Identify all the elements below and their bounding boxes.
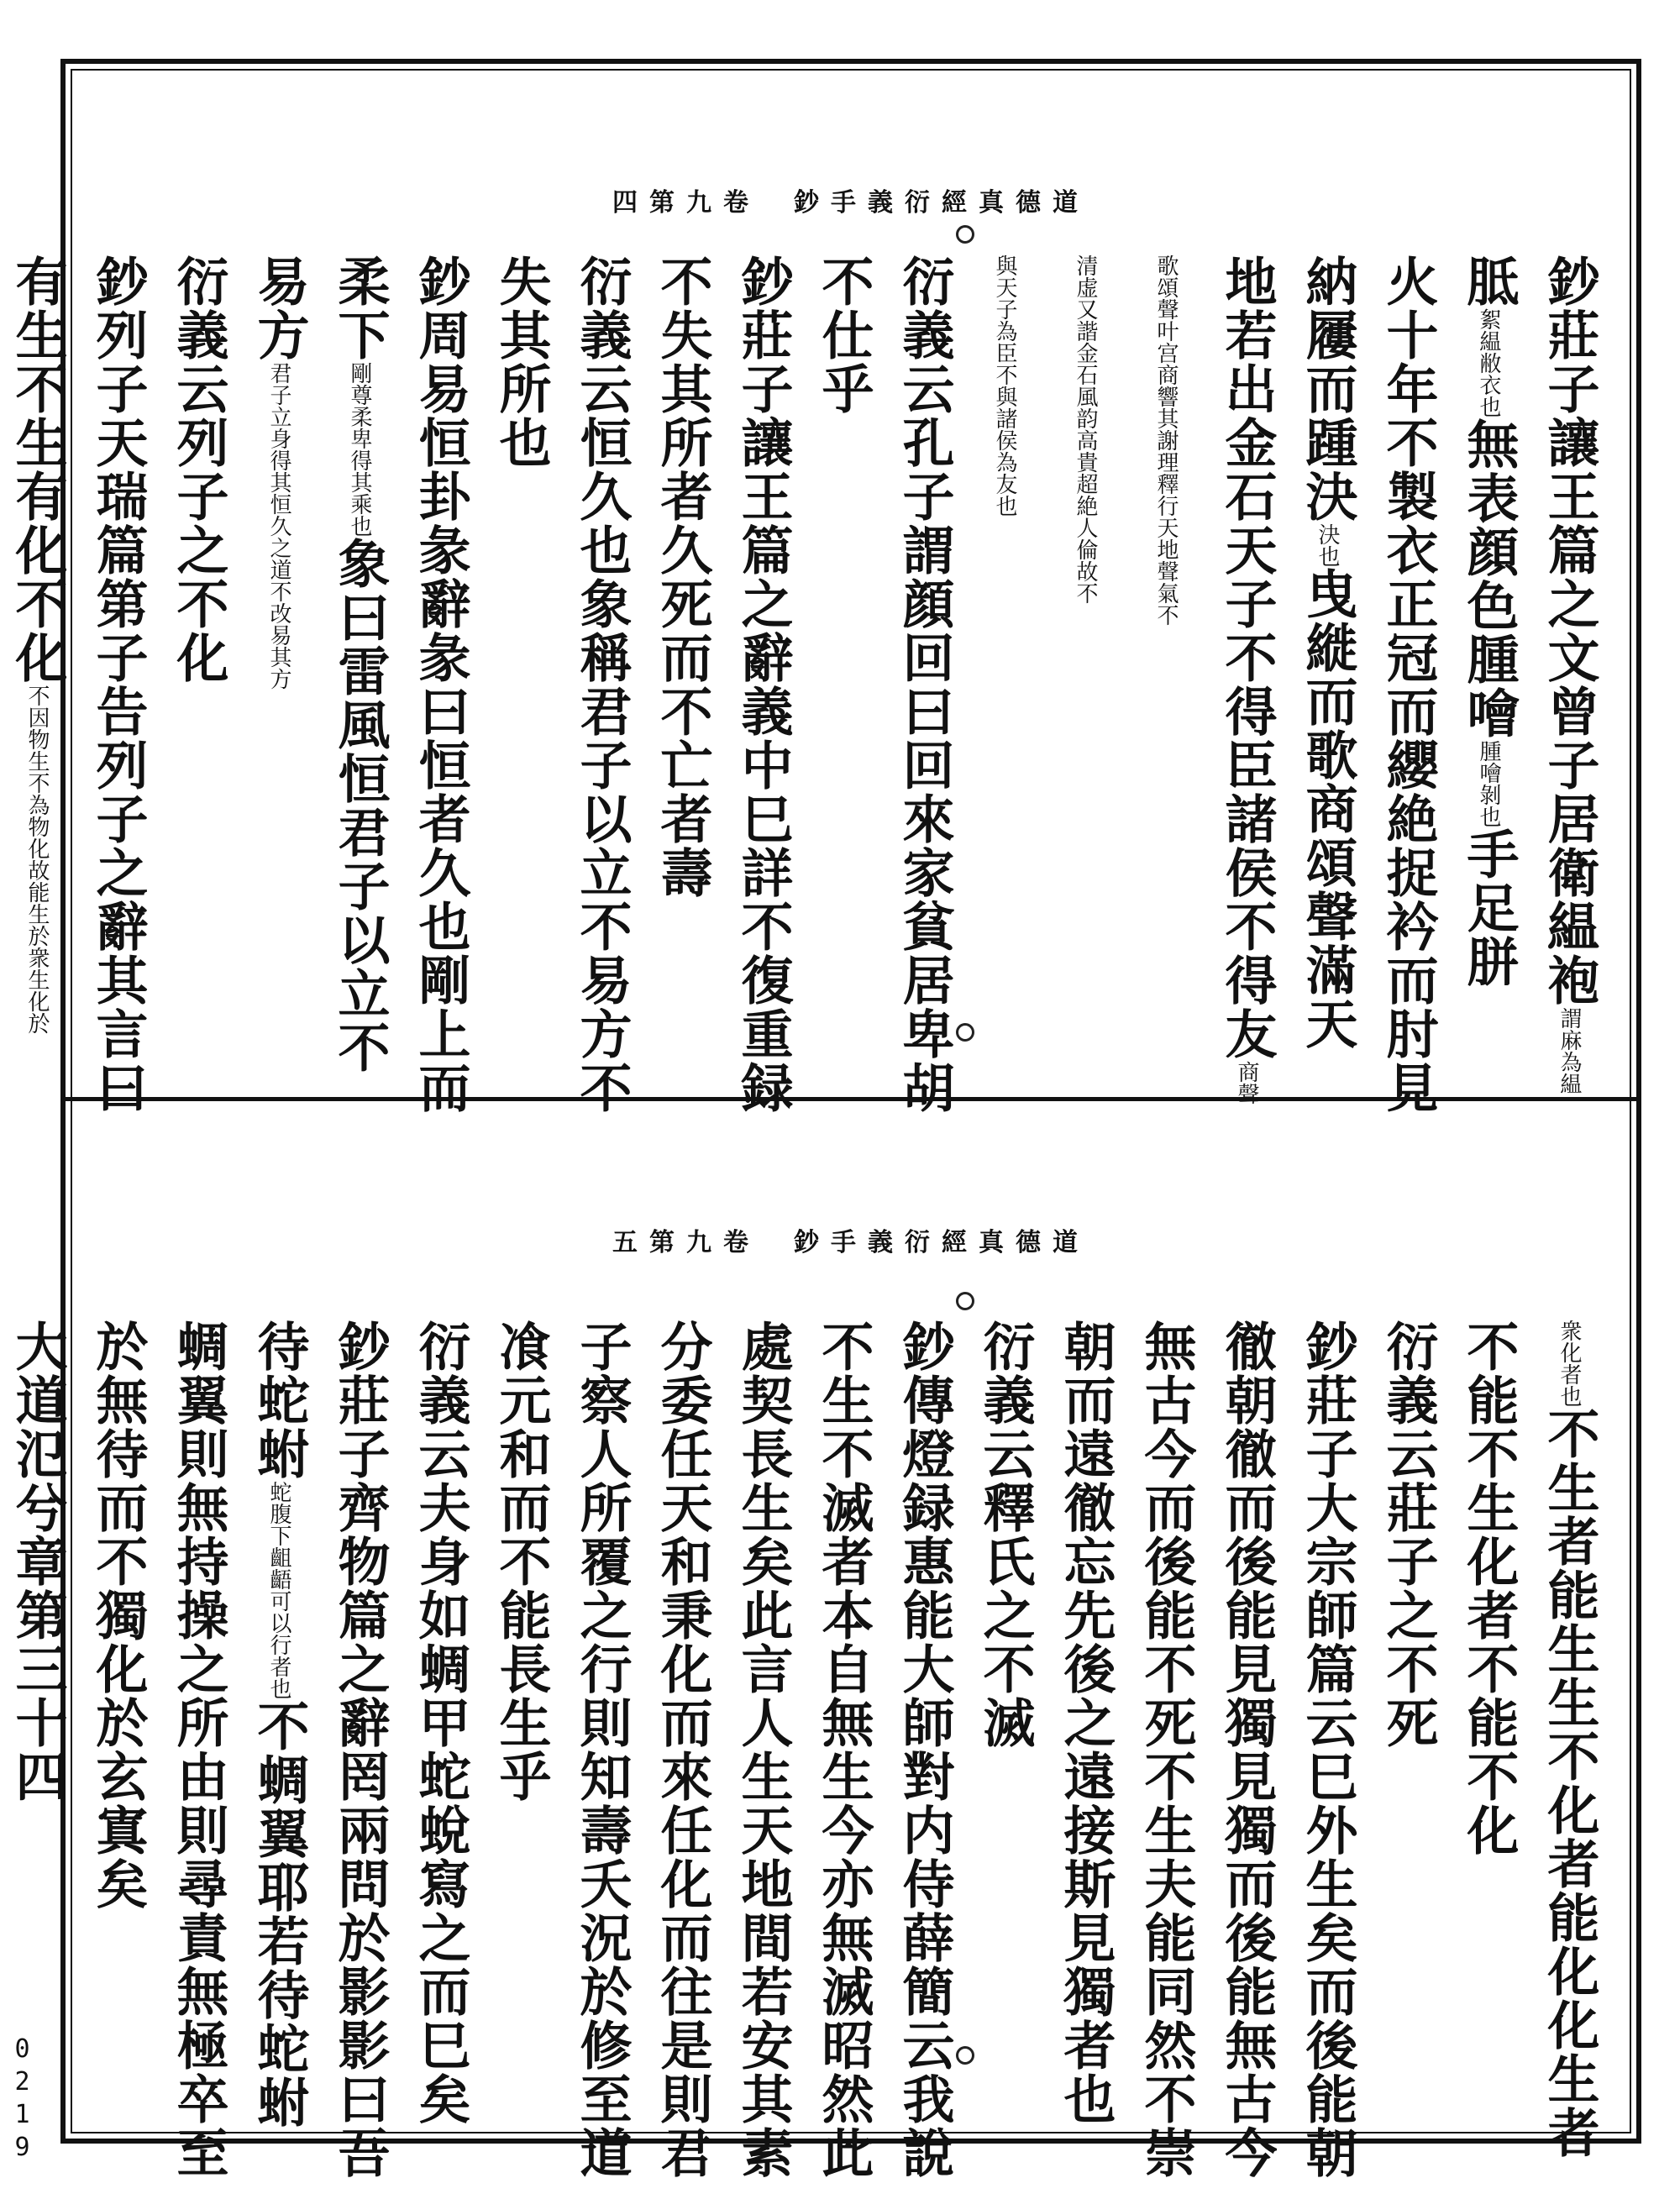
bottom-header-chapter: 五第九卷	[612, 1228, 760, 1257]
column-text: 衍義云夫身如蜩甲蛇蛻寫之而巳矣	[410, 1320, 471, 2126]
column-text: 火十年不製衣正冠而纓絶捉衿而肘見	[1378, 255, 1439, 1115]
text-column	[239, 1320, 319, 2129]
text-column	[884, 255, 964, 1115]
column-text: 待蛇蚹	[249, 1320, 310, 1481]
column-note: 與天子為臣不與諸侯為友也	[992, 255, 1017, 517]
column-text: 不仕乎	[813, 255, 874, 416]
column-note: 決也	[1315, 523, 1340, 567]
column-text: 不生者能生生不化者能化化生者	[1539, 1407, 1600, 2160]
text-column	[642, 1320, 722, 2180]
text-column	[158, 255, 239, 1061]
column-text: 衍義云列子之不化	[168, 255, 229, 685]
column-note: 清虚又諧金石風韵高貴超絶人倫故不	[1073, 255, 1098, 604]
text-column	[1287, 1320, 1368, 2180]
column-text: 徹朝徹而後能見獨見獨而後能無古今	[1216, 1320, 1278, 2180]
column-text: 鈔莊子大宗師篇云巳外生矣而後能朝	[1297, 1320, 1358, 2180]
column-note: 歌頌聲叶宫商響其謝理釋行天地聲氣不	[1153, 255, 1179, 626]
column-text: 朝而遠徹忘先後之遠接斯見獨者也	[1055, 1320, 1116, 2126]
text-column	[1529, 255, 1609, 1094]
column-text: 鈔列子天瑞篇第子告列子之辭其言曰	[87, 255, 149, 1115]
text-column	[1126, 255, 1206, 1061]
circle-mark	[956, 1292, 974, 1310]
column-text: 曳縰而歌商頌聲滿天	[1297, 567, 1358, 1051]
text-column	[803, 255, 884, 1061]
text-column	[642, 255, 722, 1061]
page-number: 0219	[8, 2034, 37, 2165]
text-column	[561, 255, 642, 1115]
text-column	[1529, 1320, 1609, 2160]
column-text: 易方	[249, 255, 310, 362]
text-column	[1126, 1320, 1206, 2180]
column-text: 無古今而後能不死不生夫能同然不崇	[1136, 1320, 1197, 2180]
column-text: 衍義云莊子之不死	[1378, 1320, 1439, 1750]
top-text-columns	[7, 255, 1609, 1115]
text-column	[480, 1320, 561, 2126]
text-column	[239, 255, 319, 1061]
column-note: 不因物生不為物化故能生於衆生化於	[24, 685, 50, 1034]
text-column	[400, 255, 480, 1115]
column-text: 處契長生矣此言人生天地間若安其素	[732, 1320, 794, 2180]
text-column	[561, 1320, 642, 2180]
column-note: 蛇腹下齟齬可以行者也	[266, 1481, 291, 1699]
column-note: 腫噲剝也	[1476, 740, 1501, 827]
text-column	[319, 1320, 400, 2180]
column-text: 不生不滅者本自無生今亦無滅昭然此	[813, 1320, 874, 2180]
top-header-title: 鈔手義衍經真德道	[794, 188, 1089, 218]
bottom-header	[76, 1223, 1626, 1257]
top-header-chapter: 四第九卷	[612, 188, 760, 218]
column-text: 鈔傳燈録惠能大師對内侍薛簡云我說	[894, 1320, 955, 2180]
text-column	[158, 1320, 239, 2180]
top-header	[76, 183, 1626, 217]
text-column	[1368, 255, 1448, 1115]
column-note: 衆化者也	[1557, 1320, 1582, 1407]
text-column	[722, 255, 803, 1115]
bottom-header-title: 鈔手義衍經真德道	[794, 1228, 1089, 1257]
column-text: 柔下	[329, 255, 391, 362]
column-note: 商聲	[1234, 1061, 1259, 1105]
column-text: 衍義云釋氏之不滅	[974, 1320, 1036, 1750]
column-text: 鈔周易恒卦彖辭彖曰恒者久也剛上而	[410, 255, 471, 1115]
column-text: 納屨而踵決	[1297, 255, 1358, 523]
column-text: 衍義云恒久也象稱君子以立不易方不	[571, 255, 633, 1115]
top-page	[7, 74, 1626, 1115]
text-column	[1448, 255, 1529, 1061]
text-column	[964, 255, 1045, 1061]
text-column	[0, 1320, 77, 2126]
column-text: 子察人所覆之行則知壽夭況於修至道	[571, 1320, 633, 2180]
column-text: 於無待而不獨化於玄寘矣	[87, 1320, 149, 1911]
text-column	[77, 255, 158, 1115]
column-text: 鈔莊子讓王篇之辭義中巳詳不復重録	[732, 255, 794, 1115]
text-column	[803, 1320, 884, 2180]
column-text: 手足胼	[1458, 827, 1520, 989]
text-column	[1287, 255, 1368, 1061]
column-text: 胝	[1458, 255, 1520, 308]
column-text: 有生不生有化不化	[7, 255, 68, 685]
column-text: 地若出金石天子不得臣諸侯不得友	[1216, 255, 1278, 1061]
column-text: 無表顔色腫噲	[1458, 417, 1520, 740]
column-note: 君子立身得其恒久之道不改易其方	[266, 362, 291, 690]
text-column	[964, 1320, 1045, 2126]
column-text: 象曰雷風恒君子以立不	[329, 537, 391, 1074]
column-text: 鈔莊子讓王篇之文曾子居衛緼袍	[1539, 255, 1600, 1007]
column-text: 蜩翼則無持操之所由則尋責無極卒至	[168, 1320, 229, 2180]
text-column	[1206, 255, 1287, 1105]
text-column	[1368, 1320, 1448, 2126]
column-text: 不蜩翼耶若待蛇蚹	[249, 1699, 310, 2129]
text-column	[1045, 1320, 1126, 2126]
text-column	[0, 255, 77, 1061]
column-text: 不能不生化者不能不化	[1458, 1320, 1520, 1857]
text-column	[319, 255, 400, 1074]
column-note: 謂麻為緼	[1557, 1007, 1582, 1094]
column-text: 分委任天和秉化而來任化而往是則君	[652, 1320, 713, 2180]
column-text: 鈔莊子齊物篇之辭罔兩問於影影曰吾	[329, 1320, 391, 2180]
text-column	[1448, 1320, 1529, 2126]
text-column	[1045, 255, 1126, 1061]
column-note: 剛尊柔卑得其乘也	[347, 362, 372, 537]
text-column	[884, 1320, 964, 2180]
column-note: 絮緼敝衣也	[1476, 308, 1501, 417]
text-column	[722, 1320, 803, 2180]
text-column	[480, 255, 561, 1061]
text-column	[400, 1320, 480, 2126]
column-text: 不失其所者久死而不亡者壽	[652, 255, 713, 900]
column-text: 大道氾兮章第三十四	[7, 1320, 68, 1803]
text-column	[1206, 1320, 1287, 2180]
text-column	[77, 1320, 158, 2126]
column-text: 失其所也	[491, 255, 552, 470]
column-text: 衍義云孔子謂顔回曰回來家貧居卑胡	[894, 255, 955, 1115]
circle-mark	[956, 225, 974, 244]
column-text: 飡元和而不能長生乎	[491, 1320, 552, 1803]
